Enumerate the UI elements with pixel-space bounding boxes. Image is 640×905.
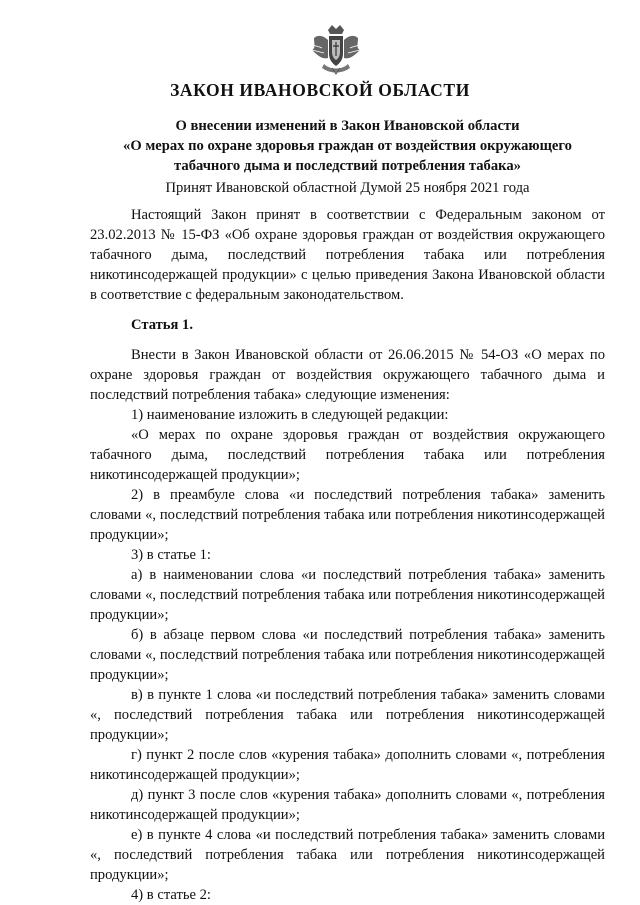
law-subtitle [90,116,605,176]
body-paragraph: д) пункт 3 после слов «курения табака» дополнить словами «, потребления никотинсодержащей продукции»; [90,787,605,823]
subtitle-line: О внесении изменений в Закон Ивановской области [175,118,520,134]
body-paragraph: «О мерах по охране здоровья граждан от воздействия окружающего табачного дыма, последствий потребления табака или потребления никотинсодержащей продукции»; [90,427,605,483]
body-paragraph: г) пункт 2 после слов «курения табака» дополнить словами «, потребления никотинсодержащей продукции»; [90,747,605,783]
law-body [90,205,605,905]
body-paragraph: 3) в статье 1: [131,547,211,563]
subtitle-line: «О мерах по охране здоровья граждан от воздействия окружающего [123,138,572,154]
body-paragraph: в) в пункте 1 слова «и последствий потребления табака» заменить словами «, последствий потребления табака или потребления никотинсодержащей продукции»; [90,687,605,743]
body-paragraph: 4) в статье 2: [131,887,211,903]
law-title: ЗАКОН ИВАНОВСКОЙ ОБЛАСТИ [170,80,470,100]
preamble-paragraph: Настоящий Закон принят в соответствии с Федеральным законом от 23.02.2013 № 15-ФЗ «Об охране здоровья граждан от воздействия окружающего табачного дыма, последствий потребления табака или потребления никотинсодержащей продукции» с целью приведения Закона Ивановской области в соответствие с федеральным законодательством. [90,207,605,303]
article-heading: Статья 1. [131,317,193,333]
body-paragraph: б) в абзаце первом слова «и последствий потребления табака» заменить словами «, последствий потребления табака или потребления никотинсодержащей продукции»; [90,627,605,683]
body-paragraph: е) в пункте 4 слова «и последствий потребления табака» заменить словами «, последствий потребления табака или потребления никотинсодержащей продукции»; [90,827,605,883]
coat-of-arms-emblem-icon [306,24,366,76]
adoption-note: Принят Ивановской областной Думой 25 ноября 2021 года [165,180,530,196]
body-paragraph: 2) в преамбуле слова «и последствий потребления табака» заменить словами «, последствий потребления табака или потребления никотинсодержащей продукции»; [90,487,605,543]
body-paragraph: Внести в Закон Ивановской области от 26.06.2015 № 54-ОЗ «О мерах по охране здоровья граждан от воздействия окружающего табачного дыма и последствий потребления табака» следующие изменения: [90,347,605,403]
subtitle-line: табачного дыма и последствий потребления табака» [174,158,521,174]
body-paragraph: а) в наименовании слова «и последствий потребления табака» заменить словами «, последствий потребления табака или потребления никотинсодержащей продукции»; [90,567,605,623]
body-paragraph: 1) наименование изложить в следующей редакции: [131,407,449,423]
